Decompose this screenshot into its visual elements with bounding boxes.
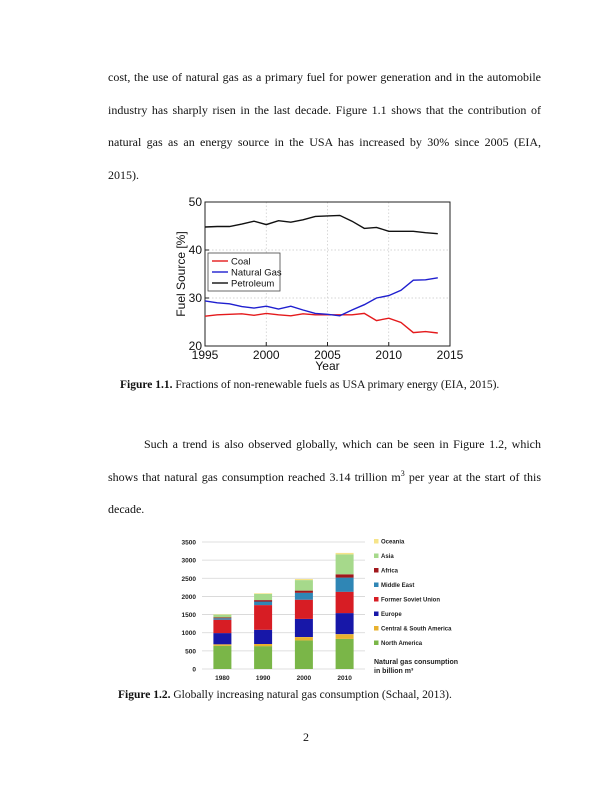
bar-segment [295,619,313,637]
figure-1-1-caption [120,379,499,391]
legend-label: Coal [231,256,251,268]
bar-segment [295,579,313,580]
figure-1-2-text: Globally increasing natural gas consumption (Schaal, 2013). [170,689,452,701]
legend-label: Petroleum [231,278,275,290]
bar-segment [213,620,231,633]
legend-label: Natural Gas [231,267,282,279]
y-tick-label: 2500 [181,575,196,583]
x-tick-label: 2000 [252,348,280,362]
bar-segment [295,591,313,593]
y-tick-label: 50 [188,195,202,209]
legend-note-line-2: in billion m³ [374,668,414,675]
x-tick-label: 2015 [436,348,464,362]
bar-segment [254,644,272,646]
bar-segment [295,580,313,591]
legend-label: Asia [381,554,394,560]
legend-swatch [374,554,379,559]
paragraph-2-line-3: decade. [108,502,145,516]
x-axis-label: Year [315,359,340,373]
paragraph-2-line-2-post: per year at the start of this [404,469,541,484]
legend-swatch [374,626,379,631]
bar-segment [254,630,272,644]
bar-segment [254,605,272,630]
legend-label: Middle East [381,583,415,589]
legend-swatch [374,597,379,602]
bar-segment [295,637,313,640]
series-line-coal [205,313,438,333]
bar-segment [213,615,231,618]
fuel-source-line-chart [170,195,464,375]
figure-1-1-label: Figure 1.1. [120,379,173,391]
gas-consumption-bar-chart [170,533,470,688]
bar-segment [336,578,354,592]
series-line-petroleum [205,215,438,233]
x-tick-label: 2010 [337,675,352,682]
y-tick-label: 3500 [181,539,196,547]
paragraph-2-line-2-pre: shows that natural gas consumption reached 3.14 trillion m [108,469,401,484]
bar-segment [336,574,354,577]
legend-swatch [374,568,379,573]
bar-segment [213,644,231,646]
bar-segment [336,553,354,555]
paragraph-1-line-4: 2015). [108,167,139,182]
bar-segment [254,594,272,600]
y-tick-label: 1500 [181,612,196,620]
legend-swatch [374,641,379,646]
x-tick-label: 1990 [255,675,271,682]
legend-label: Former Soviet Union [381,597,441,604]
paragraph-2-line-2 [108,461,541,494]
bar-segment [254,646,272,669]
figure-1-1-text: Fractions of non-renewable fuels as USA primary energy (EIA, 2015). [172,379,500,391]
y-tick-label: 20 [188,339,202,353]
bar-segment [295,600,313,619]
bar-segment [213,633,231,644]
bar-segment [295,640,313,669]
paragraph-1-line-1: cost, the use of natural gas as a primary fuel for power generation and in the automobile [108,70,541,84]
legend-swatch [374,539,379,544]
bar-segment [213,646,231,669]
legend-label: Oceania [381,539,405,546]
bar-segment [254,600,272,602]
x-tick-label: 2010 [375,348,403,362]
paragraph-2-line-1: Such a trend is also observed globally, which can be seen in Figure 1.2, which [144,437,541,451]
paragraph-1-line-2: industry has sharply risen in the last decade. Figure 1.1 shows that the contribution of [108,102,541,117]
paragraph-2 [108,428,541,526]
paragraph-2-superscript: 3 [400,468,405,478]
x-tick-label: 1980 [215,675,230,682]
paragraph-1 [108,61,541,191]
bar-segment [336,639,354,669]
bar-segment [336,554,354,574]
legend-label: North America [381,641,423,647]
bar-segment [336,592,354,613]
x-tick-label: 2000 [296,675,312,682]
bar-segment [254,593,272,594]
y-tick-label: 40 [188,243,202,257]
y-tick-label: 500 [185,648,196,656]
y-tick-label: 0 [192,666,196,674]
legend-label: Europe [381,612,402,618]
y-tick-label: 1000 [181,630,196,638]
legend-swatch [374,583,379,588]
bar-segment [336,613,354,634]
legend-swatch [374,612,379,617]
x-tick-label: 1995 [191,348,219,362]
figure-1-2-caption [118,689,452,701]
y-axis-label: Fuel Source [%] [174,231,188,317]
y-tick-label: 2000 [181,593,196,601]
legend-note-line-1: Natural gas consumption [374,659,459,666]
figure-1-2-label: Figure 1.2. [118,689,171,701]
y-tick-label: 3000 [181,557,196,565]
legend-label: Africa [381,568,399,575]
paragraph-1-line-3: natural gas as an energy source in the USA has increased by 30% since 2005 (EIA, [108,135,541,149]
x-tick-label: 2005 [314,348,341,362]
bar-segment [213,618,231,619]
bar-segment [295,593,313,600]
legend-label: Central & South America [381,626,452,633]
bar-segment [336,634,354,639]
bar-segment [254,602,272,606]
page-number: 2 [303,730,309,744]
y-tick-label: 30 [188,291,202,305]
bar-segment [213,618,231,620]
